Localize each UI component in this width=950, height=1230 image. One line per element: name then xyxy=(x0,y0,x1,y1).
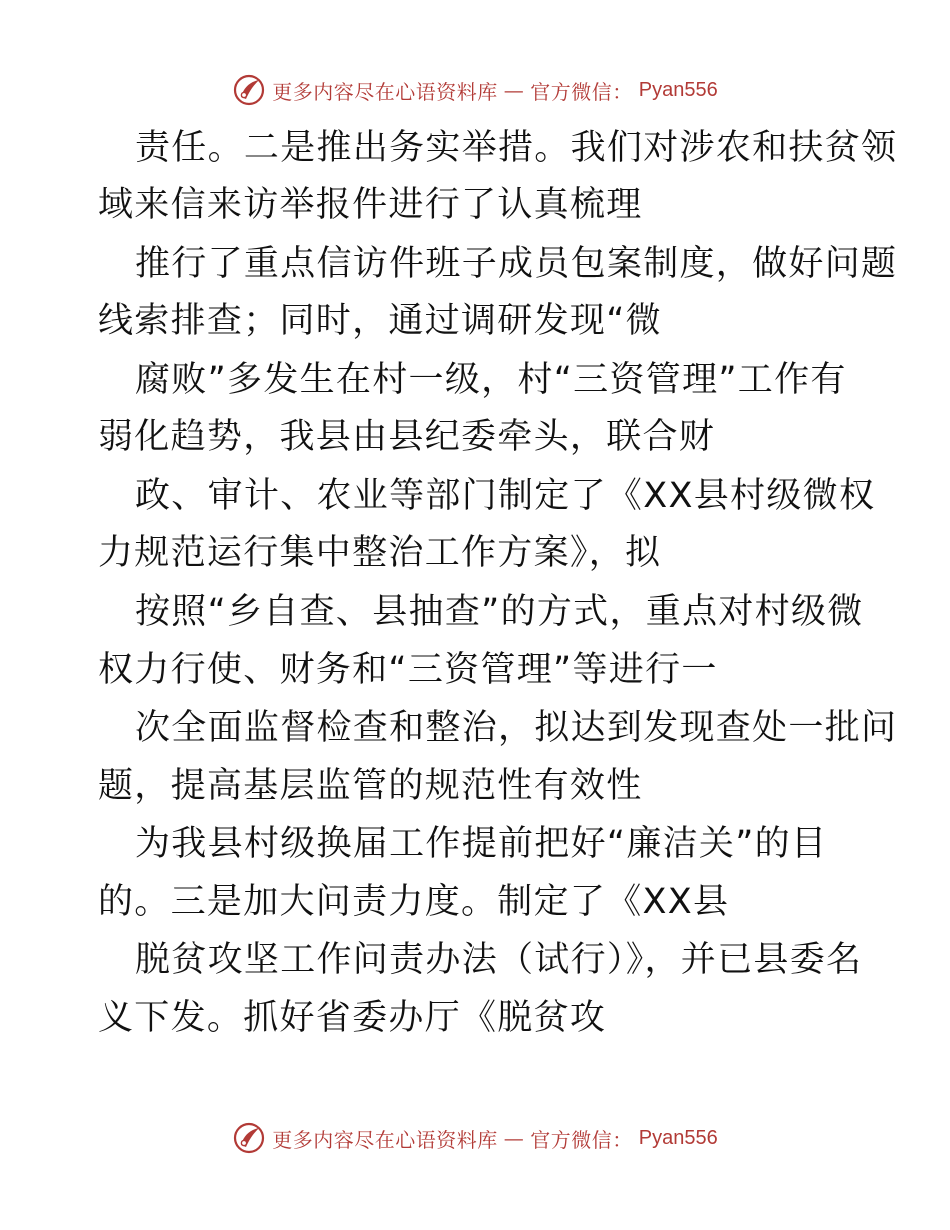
body-line-8: 力规范运行集中整治工作方案》，拟 xyxy=(98,533,662,573)
header-watermark xyxy=(0,70,950,110)
footer-brand-text: 更多内容尽在心语资料库 xyxy=(272,1127,498,1152)
footer-watermark xyxy=(0,1118,950,1158)
body-line-10: 权力行使、财务和“三资管理”等进行一 xyxy=(98,650,718,690)
header-brand-text: 更多内容尽在心语资料库 xyxy=(272,79,498,104)
footer-wechat-label: 官方微信： xyxy=(530,1127,633,1152)
footer-wechat-id: Pyan556 xyxy=(638,1126,718,1149)
body-line-6: 弱化趋势，我县由县纪委牵头，联合财 xyxy=(98,417,716,457)
body-line-9: 按照“乡自查、县抽查”的方式，重点对村级微 xyxy=(135,592,864,632)
header-wechat-label: 官方微信： xyxy=(530,79,633,104)
body-line-12: 题，提高基层监管的规范性有效性 xyxy=(98,766,643,806)
body-line-14: 的。三是加大问责力度。制定了《XX县 xyxy=(98,882,730,922)
body-line-3: 推行了重点信访件班子成员包案制度，做好问题 xyxy=(135,244,898,284)
body-line-15: 脱贫攻坚工作问责办法（试行）》，并已县委名 xyxy=(135,940,863,980)
body-line-7: 政、审计、农业等部门制定了《XX县村级微权 xyxy=(135,476,876,516)
header-separator: — xyxy=(503,78,525,102)
body-line-5: 腐败”多发生在村一级，村“三资管理”工作有 xyxy=(135,360,847,400)
body-line-16: 义下发。抓好省委办厅《脱贫攻 xyxy=(98,998,607,1038)
header-wechat-id: Pyan556 xyxy=(638,78,718,101)
body-line-13: 为我县村级换届工作提前把好“廉洁关”的目 xyxy=(135,824,828,864)
brand-logo-icon xyxy=(232,1121,266,1155)
body-line-1: 责任。二是推出务实举措。我们对涉农和扶贫领 xyxy=(135,128,898,168)
body-line-2: 域来信来访举报件进行了认真梳理 xyxy=(98,185,643,225)
brand-logo-icon xyxy=(232,73,266,107)
body-line-4: 线索排查；同时，通过调研发现“微 xyxy=(98,301,662,341)
footer-separator: — xyxy=(503,1126,525,1150)
body-line-11: 次全面监督检查和整治，拟达到发现查处一批问 xyxy=(135,708,898,748)
